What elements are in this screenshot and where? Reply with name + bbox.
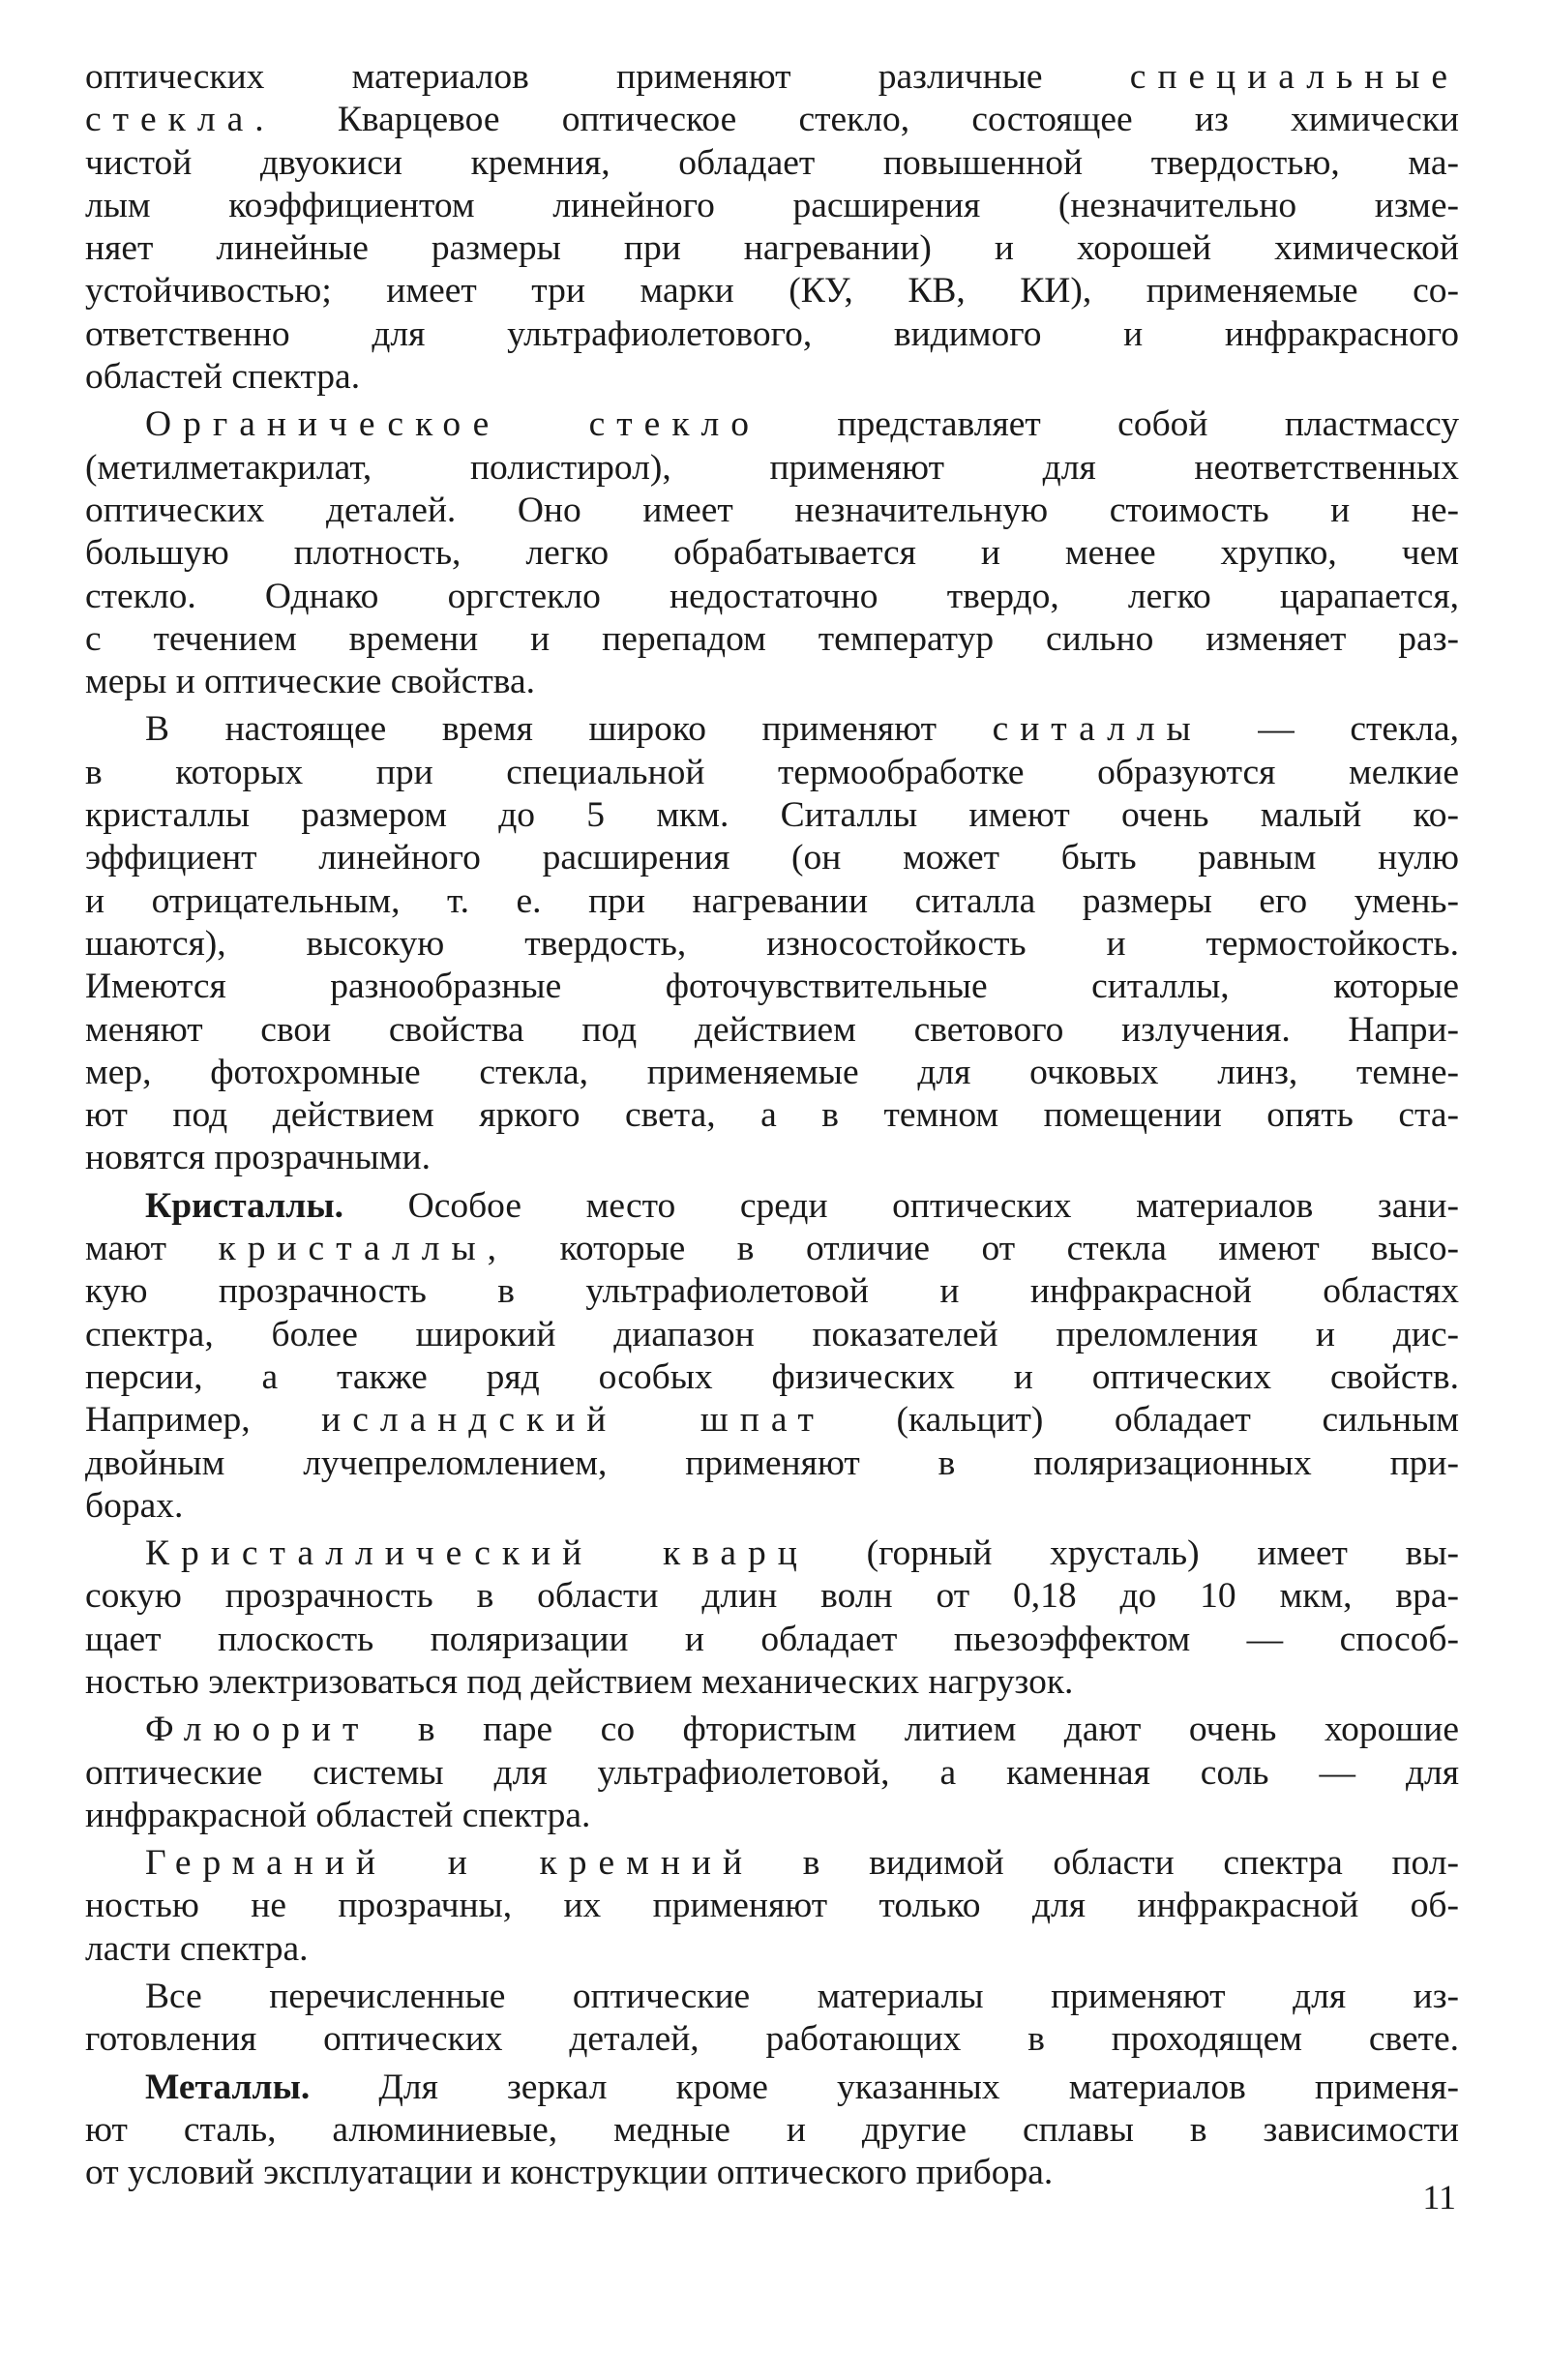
text-line: ностью электризоваться под действием механических нагрузок. — [85, 1661, 1074, 1702]
text-line: стекло. Однако оргстекло недостаточно твердо, легко царапается, — [85, 576, 1459, 616]
text-line: ют под действием яркого света, а в темном помещении опять ста- — [85, 1095, 1459, 1136]
text-line: оптические системы для ультрафиолетовой, а каменная соль — для — [85, 1752, 1459, 1793]
text-line: устойчивостью; имеет три марки (КУ, КВ, КИ), применяемые со- — [85, 271, 1459, 312]
text-line: областей спектра. — [85, 357, 361, 398]
text-line: (метилметакрилат, полистирол), применяют для неответственных — [85, 447, 1459, 488]
text-line: Все перечисленные оптические материалы применяют для из- — [145, 1977, 1459, 2017]
heading-metals: Металлы. — [145, 2067, 311, 2107]
text-line: лым коэффициентом линейного расширения (незначительно изме- — [85, 185, 1459, 225]
text-line: кую прозрачность в ультрафиолетовой и инфракрасной областях — [85, 1271, 1459, 1312]
heading-crystals: Кристаллы. — [145, 1185, 343, 1226]
paragraph-all-materials — [85, 1976, 1459, 2062]
text-line: инфракрасной областей спектра. — [85, 1795, 591, 1835]
text-line: эффициент линейного расширения (он может быть равным нулю — [85, 838, 1459, 878]
text-line: Органическое стекло представляет собой пластмассу — [145, 404, 1459, 445]
text-line: новятся прозрачными. — [85, 1138, 431, 1178]
text-line: спектра, более широкий диапазон показателей преломления и дис- — [85, 1314, 1459, 1354]
text-line: Металлы. Для зеркал кроме указанных материалов применя- — [145, 2067, 1459, 2107]
text-line: в которых при специальной термообработке образуются мелкие — [85, 752, 1459, 792]
text-line: от условий эксплуатации и конструкции оптического прибора. — [85, 2153, 1054, 2193]
text-line: Например, исландский шпат (кальцит) обладает сильным — [85, 1400, 1459, 1441]
text-line: с течением времени и перепадом температур сильно изменяет раз- — [85, 618, 1459, 659]
paragraph-quartz — [85, 1532, 1459, 1704]
text-line: персии, а также ряд особых физических и оптических свойств. — [85, 1356, 1459, 1397]
text-line: меры и оптические свойства. — [85, 662, 535, 702]
text-line: сокую прозрачность в области длин волн от 0,18 до 10 мкм, вра- — [85, 1576, 1459, 1617]
text-line: Флюорит в паре со фтористым литием дают очень хорошие — [145, 1710, 1459, 1750]
text-line: шаются), высокую твердость, износостойкость и термостойкость. — [85, 923, 1459, 964]
text-line: В настоящее время широко применяют ситаллы — стекла, — [145, 709, 1459, 750]
text-line: Имеются разнообразные фоточувствительные ситаллы, которые — [85, 967, 1459, 1007]
text-line: Кристаллы. Особое место среди оптических материалов зани- — [145, 1185, 1459, 1226]
text-line: Кристаллический кварц (горный хрусталь) имеет вы- — [145, 1533, 1460, 1574]
text-line: борах. — [85, 1485, 184, 1526]
text-line: чистой двуокиси кремния, обладает повышенной твердостью, ма- — [85, 142, 1459, 183]
text-line: щает плоскость поляризации и обладает пьезоэффектом — способ- — [85, 1619, 1459, 1659]
text-line: ют сталь, алюминиевые, медные и другие сплавы в зависимости — [85, 2109, 1459, 2150]
text-line: и отрицательным, т. е. при нагревании ситалла размеры его умень- — [85, 880, 1459, 921]
text-line: большую плотность, легко обрабатывается и менее хрупко, чем — [85, 533, 1459, 574]
paragraph-organic-glass — [85, 403, 1459, 703]
text-line: оптических деталей. Оно имеет незначительную стоимость и не- — [85, 490, 1459, 530]
page-body — [85, 56, 1459, 2195]
text-line: ласти спектра. — [85, 1928, 309, 1969]
text-line: меняют свои свойства под действием светового излучения. Напри- — [85, 1009, 1459, 1050]
paragraph-sitalls — [85, 708, 1459, 1179]
text-line: няет линейные размеры при нагревании) и хорошей химической — [85, 228, 1459, 269]
paragraph-crystals — [85, 1185, 1459, 1528]
paragraph-fluorite — [85, 1709, 1459, 1837]
text-line: ностью не прозрачны, их применяют только для инфракрасной об- — [85, 1886, 1459, 1926]
text-line: кристаллы размером до 5 мкм. Ситаллы имеют очень малый ко- — [85, 795, 1459, 836]
text-line: оптических материалов применяют различные специальные — [85, 57, 1459, 97]
paragraph-germanium-silicon — [85, 1842, 1459, 1971]
text-line: Германий и кремний в видимой области спектра пол- — [145, 1843, 1459, 1884]
text-line: стекла. Кварцевое оптическое стекло, состоящее из химически — [85, 100, 1459, 140]
text-line: мают кристаллы, которые в отличие от стекла имеют высо- — [85, 1229, 1459, 1269]
text-line: двойным лучепреломлением, применяют в поляризационных при- — [85, 1443, 1459, 1483]
text-line: готовления оптических деталей, работающих в проходящем свете. — [85, 2019, 1459, 2060]
text-line: мер, фотохромные стекла, применяемые для очковых линз, темне- — [85, 1052, 1459, 1092]
text-line: ответственно для ультрафиолетового, видимого и инфракрасного — [85, 313, 1459, 354]
paragraph-metals — [85, 2067, 1459, 2195]
paragraph-special-glasses — [85, 56, 1459, 399]
page-number: 11 — [1422, 2178, 1456, 2216]
